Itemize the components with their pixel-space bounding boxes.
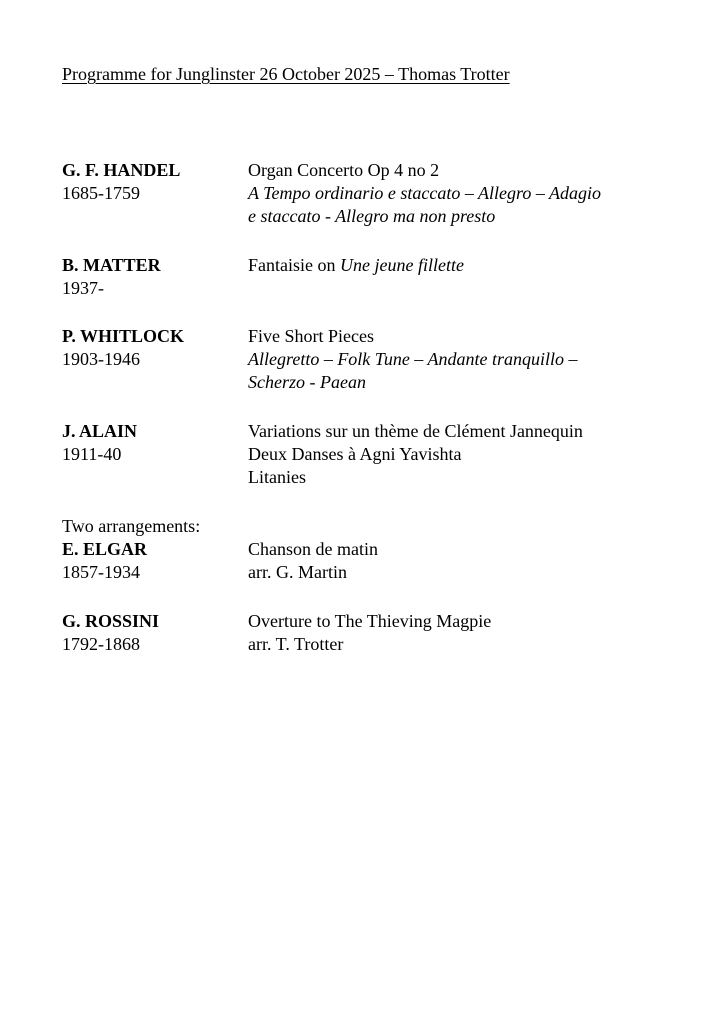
composer-dates: 1911-40 xyxy=(62,444,122,464)
composer-dates: 1792-1868 xyxy=(62,634,140,654)
entry-arrangements xyxy=(62,515,682,584)
work-title-italic: Une jeune fillette xyxy=(340,255,464,275)
composer-name: J. ALAIN xyxy=(62,421,138,441)
composer-name: G. ROSSINI xyxy=(62,611,160,631)
work-title: Variations sur un thème de Clément Jannequin xyxy=(248,421,583,441)
composer-name: P. WHITLOCK xyxy=(62,326,185,346)
work-title xyxy=(248,254,464,277)
entry-matter xyxy=(62,254,682,300)
composer-dates: 1903-1946 xyxy=(62,349,140,369)
arrangements-heading: Two arrangements: xyxy=(62,516,201,536)
composer-dates: 1857-1934 xyxy=(62,562,140,582)
entry-alain xyxy=(62,420,682,489)
arranger: arr. T. Trotter xyxy=(248,634,344,654)
work-title-prefix: Fantaisie on xyxy=(248,255,340,275)
movements-line: Allegretto – Folk Tune – Andante tranquillo – xyxy=(248,349,578,369)
work-title: Deux Danses à Agni Yavishta xyxy=(248,444,462,464)
composer-dates: 1937- xyxy=(62,278,104,298)
entry-rossini xyxy=(62,610,682,656)
work-title: Organ Concerto Op 4 no 2 xyxy=(248,160,440,180)
composer-name: B. MATTER xyxy=(62,255,161,275)
movements-line: Scherzo - Paean xyxy=(248,372,366,392)
work-title: Litanies xyxy=(248,467,306,487)
movements-line: e staccato - Allegro ma non presto xyxy=(248,206,496,226)
arranger: arr. G. Martin xyxy=(248,562,347,582)
composer-name: G. F. HANDEL xyxy=(62,160,181,180)
work-title: Overture to The Thieving Magpie xyxy=(248,611,492,631)
entry-handel xyxy=(62,159,682,228)
entry-whitlock xyxy=(62,325,682,394)
work-title: Chanson de matin xyxy=(248,539,378,559)
page-title: Programme for Junglinster 26 October 2025 – Thomas Trotter xyxy=(62,64,510,84)
composer-name: E. ELGAR xyxy=(62,539,148,559)
work-title: Five Short Pieces xyxy=(248,326,374,346)
composer-dates: 1685-1759 xyxy=(62,183,140,203)
movements-line: A Tempo ordinario e staccato – Allegro – Adagio xyxy=(248,183,602,203)
